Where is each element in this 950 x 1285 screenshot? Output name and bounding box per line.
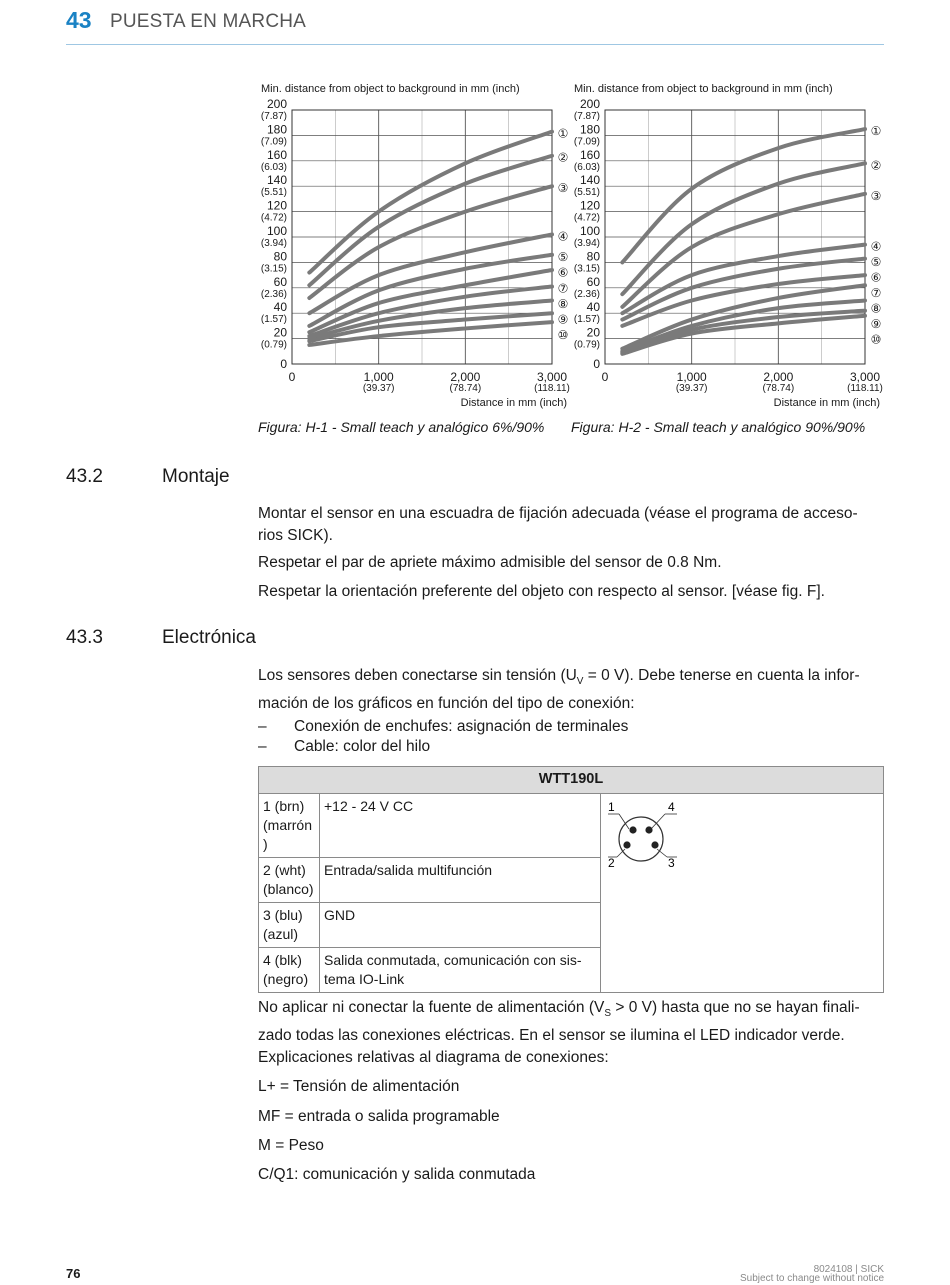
y-tick-sublabel: (6.03) [260,161,287,173]
explanation-item: L+ = Tensión de alimentación [258,1078,460,1095]
chapter-number: 43 [66,7,92,33]
x-tick-label: 2,000 [450,370,481,384]
connector-diagram-cell [601,794,884,993]
table-header: WTT190L [259,767,884,794]
bullet-marker: – [258,738,267,755]
y-tick-sublabel: (2.36) [573,288,600,300]
series-label: ⑥ [557,265,569,280]
pin-cell: 4 (blk) (negro) [259,948,320,993]
y-tick-label: 140 [266,173,287,188]
y-tick-label: 160 [579,147,600,162]
series-label: ⑨ [557,312,569,327]
series-label: ⑩ [870,332,882,347]
y-tick-label: 100 [266,224,287,238]
y-tick-sublabel: (7.87) [260,111,287,122]
y-tick-sublabel: (3.94) [573,238,600,249]
explanation-item: C/Q1: comunicación y salida conmutada [258,1166,536,1183]
chapter-title: PUESTA EN MARCHA [110,11,307,32]
connector-pin-label: 3 [668,856,675,870]
connector-pin-label: 2 [608,856,615,870]
bullet-item: Conexión de enchufes: asignación de terminales [294,718,629,735]
x-tick-sublabel: (78.74) [762,383,795,394]
bullet-item: Cable: color del hilo [294,738,431,755]
y-tick-label: 140 [579,173,600,188]
y-tick-sublabel: (1.57) [260,314,287,326]
power-note-line-1: No aplicar ni conectar la fuente de alimentación ($V_S > 0$ V) hasta que no se hayan finali- [258,999,860,1020]
explanation-item: MF = entrada o salida programable [258,1108,500,1125]
y-tick-sublabel: (0.79) [260,339,287,351]
y-tick-sublabel: (3.15) [573,263,600,275]
series-label: ① [557,126,569,141]
y-tick-label: 80 [586,249,600,264]
function-cell: Salida conmutada, comunicación con sis- tema IO-Link [320,948,601,993]
function-cell: +12 - 24 V CC [320,794,601,858]
y-tick-label: 40 [586,300,600,315]
m8-connector-icon [605,797,695,877]
series-label: ③ [870,188,882,203]
y-tick-label: 20 [273,325,287,340]
power-note [258,997,888,1047]
intro-line-1: Los sensores deben conectarse sin tensión ($U_V = 0$ V). Debe tenerse en cuenta la infor- [258,667,860,688]
y-tick-sublabel: (5.51) [260,187,287,199]
explanations-heading: Explicaciones relativas al diagrama de conexiones: [258,1049,609,1066]
charts-figure [0,0,950,450]
x-axis-label: Distance in mm (inch) [460,397,567,409]
y-tick-sublabel: (4.72) [260,212,287,224]
y-tick-sublabel: (7.09) [260,136,287,148]
x-tick-label: 1,000 [676,370,707,384]
series-label: ⑦ [557,281,569,296]
y-tick-sublabel: (0.79) [573,339,600,351]
y-axis-label: Min. distance from object to background in mm (inch) [261,83,520,95]
footer-doc-info [740,1265,884,1283]
series-label: ③ [557,181,569,196]
connector-pin-label: 4 [668,800,675,814]
series-label: ② [557,150,569,165]
section-number-electronica: 43.3 [66,627,103,648]
y-tick-label: 120 [579,198,600,213]
series-line [309,156,552,286]
series-label: ⑧ [870,301,882,316]
bullet-marker: – [258,718,267,735]
section-number-montaje: 43.2 [66,466,103,487]
y-tick-label: 20 [586,325,600,340]
page-number: 76 [66,1266,81,1281]
pin-cell: 2 (wht) (blanco) [259,858,320,903]
y-tick-label: 40 [273,300,287,315]
change-notice: Subject to change without notice [740,1273,884,1284]
section-title-montaje: Montaje [162,466,230,487]
section-title-electronica: Electrónica [162,627,256,648]
function-cell: GND [320,903,601,948]
power-note-line-2: zado todas las conexiones eléctricas. En el sensor se ilumina el LED indicador verde. [258,1027,845,1045]
series-label: ⑨ [870,317,882,332]
y-tick-sublabel: (5.51) [573,187,600,199]
x-tick-sublabel: (118.11) [847,383,883,394]
montaje-paragraph-3: Respetar la orientación preferente del objeto con respecto al sensor. [véase fig. F]. [258,583,825,600]
series-label: ④ [557,229,569,244]
y-tick-label: 80 [273,249,287,264]
pin-assignment-table [258,766,884,993]
y-tick-sublabel: (1.57) [573,314,600,326]
series-label: ⑤ [870,255,882,270]
y-tick-label: 120 [266,198,287,213]
montaje-p1-line1: Montar el sensor en una escuadra de fijación adecuada (véase el programa de acceso- [258,505,858,522]
x-tick-sublabel: (78.74) [449,383,482,394]
x-axis-label: Distance in mm (inch) [773,397,880,409]
x-tick-label: 3,000 [849,370,881,384]
figure-caption: Figura: H-1 - Small teach y analógico 6%/90% [258,419,545,435]
x-tick-sublabel: (39.37) [675,383,708,394]
y-tick-label: 180 [266,122,287,137]
pin-cell: 1 (brn) (marrón ) [259,794,320,858]
series-label: ④ [870,239,882,254]
y-tick-label: 60 [273,274,287,289]
series-label: ⑤ [557,249,569,264]
y-tick-label: 0 [593,357,600,371]
series-label: ⑧ [557,297,569,312]
y-tick-sublabel: (6.03) [573,161,600,173]
series-label: ⑩ [557,328,569,343]
x-tick-label: 1,000 [363,370,394,384]
y-axis-label: Min. distance from object to background in mm (inch) [574,83,833,95]
y-tick-label: 200 [579,97,600,111]
montaje-paragraph-1 [258,503,888,547]
series-label: ① [870,124,882,139]
y-tick-sublabel: (7.09) [573,136,600,148]
x-tick-label: 0 [288,370,296,384]
y-tick-sublabel: (3.15) [260,263,287,275]
y-tick-label: 100 [579,224,600,238]
x-tick-label: 3,000 [536,370,568,384]
electronica-intro [258,665,888,715]
y-tick-label: 60 [586,274,600,289]
y-tick-label: 200 [266,97,287,111]
series-label: ② [870,158,882,173]
connector-pin-label: 1 [608,800,615,814]
y-tick-sublabel: (2.36) [260,288,287,300]
function-cell: Entrada/salida multifunción [320,858,601,903]
x-tick-sublabel: (118.11) [534,383,570,394]
y-tick-label: 0 [280,357,287,371]
y-tick-sublabel: (4.72) [573,212,600,224]
y-tick-label: 160 [266,147,287,162]
figure-caption: Figura: H-2 - Small teach y analógico 90%/90% [571,419,866,435]
y-tick-label: 180 [579,122,600,137]
x-tick-label: 0 [601,370,609,384]
y-tick-sublabel: (7.87) [573,111,600,122]
pin-cell: 3 (blu) (azul) [259,903,320,948]
series-label: ⑥ [870,270,882,285]
series-label: ⑦ [870,286,882,301]
table-row [259,794,884,858]
explanation-item: M = Peso [258,1137,324,1154]
x-tick-label: 2,000 [763,370,794,384]
y-tick-sublabel: (3.94) [260,238,287,249]
intro-line-2: mación de los gráficos en función del tipo de conexión: [258,695,635,713]
montaje-paragraph-2: Respetar el par de apriete máximo admisible del sensor de 0.8 Nm. [258,554,722,571]
montaje-p1-line2: rios SICK). [258,527,333,544]
doc-reference: 8024108 | SICK [813,1264,884,1275]
x-tick-sublabel: (39.37) [362,383,395,394]
